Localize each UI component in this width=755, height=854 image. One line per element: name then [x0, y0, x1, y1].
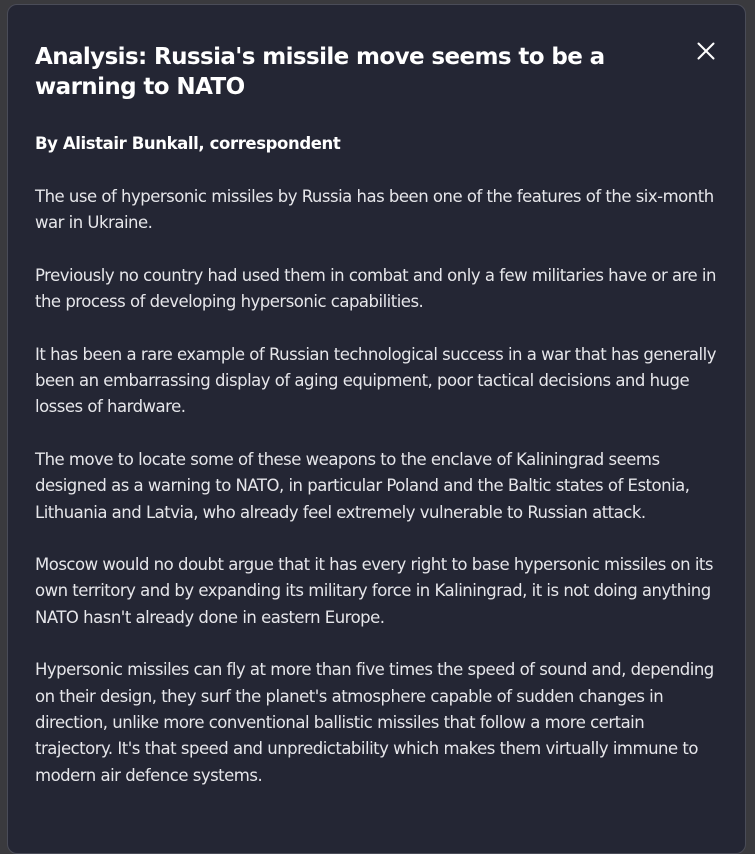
close-button[interactable] — [691, 36, 721, 66]
article-headline: Analysis: Russia's missile move seems to be a warning to NATO — [35, 44, 605, 100]
article-paragraph: Hypersonic missiles can fly at more than five times the speed of sound and, depending on their design, they surf the planet's atmosphere capable of sudden changes in direction, unlike more conventional ballistic missiles that follow a more certain trajectory. It's that speed and unpredictability which makes them virtually immune to modern air defence systems. — [35, 660, 714, 785]
article-byline: By Alistair Bunkall, correspondent — [35, 134, 341, 153]
article-body — [35, 184, 725, 815]
article-paragraph: The move to locate some of these weapons to the enclave of Kaliningrad seems designed as a warning to NATO, in particular Poland and the Baltic states of Estonia, Lithuania and Latvia, who already feel extremely vulnerable to Russian attack. — [35, 449, 690, 522]
article-paragraph: Moscow would no doubt argue that it has every right to base hypersonic missiles on its own territory and by expanding its military force in Kaliningrad, it is not doing anything NATO hasn't already done in eastern Europe. — [35, 555, 713, 627]
article-dialog — [7, 4, 746, 854]
article-paragraph: The use of hypersonic missiles by Russia has been one of the features of the six-month war in Ukraine. — [35, 187, 714, 233]
close-icon — [697, 42, 715, 60]
article-paragraph: It has been a rare example of Russian technological success in a war that has generally been an embarrassing display of aging equipment, poor tactical decisions and huge losses of hardware. — [35, 344, 716, 417]
article-paragraph: Previously no country had used them in combat and only a few militaries have or are in the process of developing hypersonic capabilities. — [35, 265, 716, 312]
